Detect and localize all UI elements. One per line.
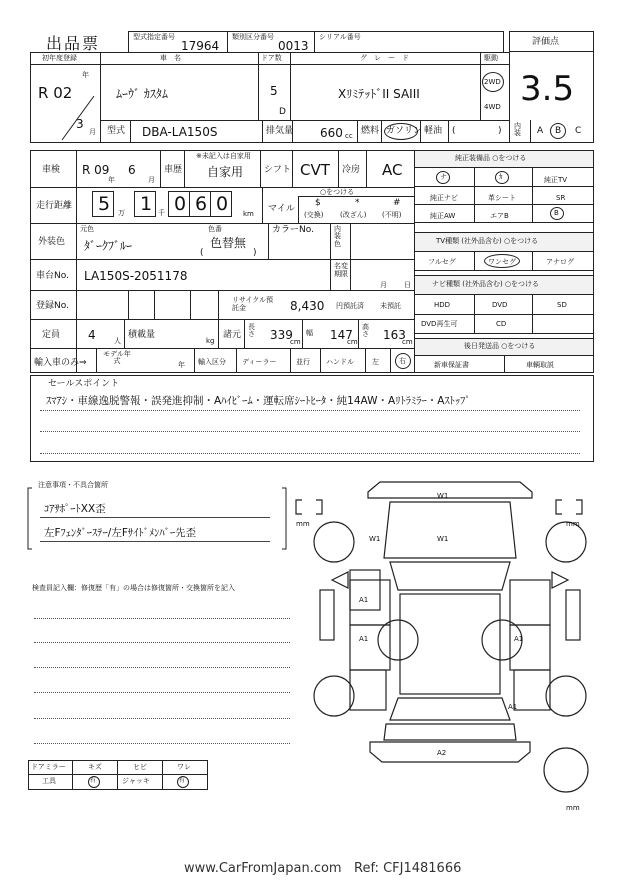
legend-jack: ジャッキ — [122, 777, 150, 785]
mileage-sen: 千 — [158, 209, 165, 217]
usage-label: 車歴 — [164, 165, 183, 175]
ruibetsu-box — [227, 31, 315, 53]
legend-doormirror: ドアミラー — [31, 763, 66, 771]
import-label: 輸入車のみ⇒ — [34, 358, 87, 368]
displacement-value: 660 — [320, 126, 343, 140]
interior-b: B — [555, 126, 562, 136]
mm-left: mm — [296, 520, 310, 528]
meigi-day: 日 — [404, 281, 411, 289]
shift-value: CVT — [300, 161, 330, 179]
score-value: 3.5 — [520, 69, 575, 109]
mark-a1-left-rear: A1 — [359, 635, 369, 643]
mark-a1-right-rear: A1 — [508, 703, 518, 711]
first-reg-month: 3 — [76, 117, 84, 131]
navi-cd: CD — [496, 320, 507, 328]
handle-label: ハンドル — [326, 358, 354, 366]
mile-opt3: (不明) — [382, 211, 402, 219]
cooler-label: 冷房 — [342, 165, 361, 175]
drive-2wd: 2WD — [484, 78, 501, 86]
load-unit: kg — [206, 337, 215, 345]
mile-opt1: (交換) — [304, 211, 324, 219]
displacement-unit: cc — [345, 132, 353, 140]
interior-a: A — [537, 126, 544, 136]
mark-w1-windshield: W1 — [437, 535, 449, 543]
dims-label: 諸元 — [223, 330, 242, 340]
ruibetsu-value: 0013 — [278, 39, 309, 53]
genuine-tv: 純正TV — [544, 176, 568, 184]
recycle-unit: 円預託済 — [336, 302, 364, 310]
first-reg-label: 初年度登録 — [42, 54, 77, 62]
mile-label: マイル — [268, 204, 295, 214]
iro-label: 色番 — [208, 225, 222, 233]
inspector-label: 検査員記入欄：修復歴「有」の場合は修復箇所・交換箇所を記入 — [32, 584, 235, 592]
fuel-gas: ガソリン — [386, 126, 423, 136]
reg-label: 登録No. — [36, 301, 69, 311]
genuine-leather: 革シート — [488, 194, 516, 202]
iro-paren-open: ( — [200, 248, 204, 258]
later-warranty: 新車保証書 — [434, 361, 469, 369]
interior-color-label: 内装色 — [334, 225, 341, 248]
footer-ref: Ref: CFJ1481666 — [354, 861, 462, 876]
later-manual: 車輌取説 — [526, 361, 554, 369]
recycle-value: 8,430 — [290, 299, 325, 313]
self-note: ※未記入は自家用 — [196, 152, 251, 160]
mile-circle-note: ○をつける — [320, 188, 355, 196]
motoiro-value: ﾀﾞｰｸﾌﾞﾙｰ — [84, 239, 133, 253]
motoiro-label: 元色 — [80, 225, 94, 233]
mileage-d2: 1 — [140, 193, 153, 215]
mark-a2-rear: A2 — [437, 749, 447, 757]
score-label: 評価点 — [532, 37, 560, 47]
grade-label: グ レ ー ド — [360, 54, 409, 62]
mile-opt2: (改ざん) — [340, 211, 367, 219]
recycle-not: 未預託 — [380, 302, 401, 310]
mileage-label: 走行距離 — [36, 201, 73, 211]
mile-opt3-sym: # — [393, 198, 401, 208]
serial-box — [314, 31, 504, 53]
displacement-label: 排気量 — [266, 126, 294, 136]
mileage-d4: 6 — [195, 193, 208, 215]
mile-opt1-sym: $ — [315, 198, 321, 208]
drive-4wd: 4WD — [484, 103, 501, 111]
cooler-value: AC — [382, 161, 403, 179]
grade-value: XﾘﾐﾃｯﾄﾞII SAIII — [338, 87, 420, 101]
shaken-month: 6 — [128, 163, 136, 177]
recycle-label: リサイクル預託金 — [232, 296, 274, 313]
mm-spare: mm — [566, 804, 580, 812]
genuine-navi: 純正ナビ — [430, 194, 458, 202]
later-header: 後日発送品 ○をつける — [464, 342, 536, 350]
footer-url[interactable]: www.CarFromJapan.com — [184, 861, 342, 876]
interior-c: C — [575, 126, 582, 136]
width-cm: cm — [347, 338, 358, 346]
load-label: 積載量 — [128, 330, 156, 340]
meigi-month: 月 — [380, 281, 387, 289]
chassis-label: 車台No. — [36, 271, 69, 281]
colorno-label: カラーNo. — [272, 225, 314, 235]
shaken-month-unit: 月 — [148, 176, 155, 184]
navi-sd: SD — [557, 301, 567, 309]
mileage-d5: 0 — [216, 193, 229, 215]
note-line-1: ｺｱｻﾎﾟｰﾄXX歪 — [44, 503, 106, 515]
genuine-sr: SR — [556, 194, 566, 202]
mark-a1-right: A1 — [514, 635, 524, 643]
legend-kizu: キズ — [88, 763, 102, 771]
usage-value: 自家用 — [207, 165, 244, 179]
kata-label: 型式指定番号 — [133, 33, 175, 41]
airbag-b: B — [554, 209, 559, 217]
height-label: 高さ — [362, 323, 369, 338]
kata-value: 17964 — [181, 39, 220, 53]
height-cm: cm — [402, 338, 413, 346]
ruibetsu-label: 類別区分番号 — [232, 33, 274, 41]
navi-header: ナビ種類 (社外品含む) ○をつける — [432, 280, 540, 288]
doors-label: ドア数 — [261, 54, 282, 62]
first-reg-year: R 02 — [38, 84, 73, 102]
handle-left: 左 — [372, 358, 379, 366]
import-cat-label: 輸入区分 — [198, 358, 226, 366]
model-year-label: モデル年式 — [103, 350, 131, 365]
model-value: DBA-LA150S — [142, 125, 218, 139]
shaken-year: R 09 — [82, 163, 110, 177]
shaken-label: 車検 — [42, 165, 61, 175]
mark-w1-left: W1 — [369, 535, 381, 543]
model-label: 型式 — [107, 126, 126, 136]
genuine-mark-1: ナ — [440, 173, 447, 181]
tv-fullseg: フルセグ — [428, 258, 456, 266]
shaken-year-unit: 年 — [108, 176, 115, 184]
len-label: 長さ — [248, 323, 255, 338]
car-name-value: ﾑｰｳﾞ ｶｽﾀﾑ — [116, 87, 168, 101]
width-label: 幅 — [306, 329, 313, 337]
capacity-value: 4 — [88, 328, 96, 342]
interior-label: 内装 — [514, 122, 521, 137]
fuel-paren-close: ) — [498, 126, 502, 136]
capacity-label: 定員 — [42, 330, 61, 340]
handle-right: 右 — [399, 357, 406, 365]
genuine-airbag: エアB — [490, 212, 509, 220]
form-title: 出品票 — [46, 34, 101, 53]
genuine-header: 純正装備品 ○をつける — [455, 154, 527, 162]
car-name-label: 車 名 — [160, 54, 181, 62]
legend-jack-mark: 有 — [179, 777, 186, 784]
len-cm: cm — [290, 338, 301, 346]
fuel-paren-open: ( — [452, 126, 456, 136]
model-year-unit: 年 — [178, 361, 185, 369]
navi-dvd: DVD — [492, 301, 508, 309]
notes-bracket — [26, 485, 290, 553]
legend-ware: ワレ — [177, 763, 191, 771]
drive-label: 駆動 — [484, 54, 498, 62]
shift-label: シフト — [264, 165, 292, 175]
genuine-mark-2: ｶ — [499, 173, 503, 181]
kata-box — [128, 31, 228, 53]
mileage-km: km — [243, 210, 254, 218]
mark-w1-bumper: W1 — [437, 492, 449, 500]
mm-right: mm — [566, 520, 580, 528]
sales-text: ｽﾏｱｼ・車線逸脱警報・誤発進抑制・Aﾊｲﾋﾞｰﾑ・運転席ｼｰﾄﾋｰﾀ・純14AW・Aﾘﾄﾗﾐﾗｰ・Aｽﾄｯﾌﾟ — [46, 395, 471, 407]
doors-value: 5 — [270, 84, 278, 98]
navi-hdd: HDD — [434, 301, 451, 309]
fuel-diesel: 軽油 — [424, 126, 443, 136]
len-value: 339 — [270, 328, 293, 342]
height-value: 163 — [383, 328, 406, 342]
tv-header: TV種類 (社外品含む) ○をつける — [436, 237, 539, 245]
mileage-d1: 5 — [98, 193, 111, 215]
mark-a1-left-front: A1 — [359, 596, 369, 604]
mileage-man: 万 — [118, 209, 125, 217]
chassis-value: LA150S-2051178 — [84, 269, 188, 283]
mileage-d3: 0 — [174, 193, 187, 215]
meigi-label: 名変期限 — [334, 262, 348, 278]
legend-hibi: ヒビ — [133, 763, 147, 771]
exterior-label: 外装色 — [38, 237, 66, 247]
serial-label: シリアル番号 — [319, 33, 361, 41]
width-value: 147 — [330, 328, 353, 342]
year-unit: 年 — [82, 71, 89, 79]
month-unit: 月 — [89, 128, 96, 136]
import-dealer: ディーラー — [242, 358, 277, 366]
import-parallel: 並行 — [296, 358, 310, 366]
iro-value: 色替無 — [210, 236, 247, 250]
navi-dvdplay: DVD再生可 — [421, 320, 458, 328]
note-line-2: 左Fﾌｪﾝﾀﾞｰｽﾃｰ/左Fｻｲﾄﾞﾒﾝﾊﾞｰ先歪 — [44, 527, 197, 539]
capacity-unit: 人 — [114, 337, 121, 345]
legend-tools: 工具 — [42, 777, 56, 785]
tv-oneseg: ワンセグ — [488, 258, 516, 266]
iro-paren-close: ) — [253, 248, 257, 258]
notes-label: 注意事項・不具合箇所 — [38, 481, 108, 489]
tv-analog: アナログ — [546, 258, 574, 266]
mile-opt2-sym: * — [355, 198, 360, 208]
genuine-aw: 純正AW — [430, 212, 456, 220]
sales-label: セールスポイント — [48, 379, 120, 389]
fuel-label: 燃料 — [361, 126, 380, 136]
legend-tools-mark: 有 — [90, 777, 97, 784]
doors-suffix: D — [279, 107, 286, 117]
